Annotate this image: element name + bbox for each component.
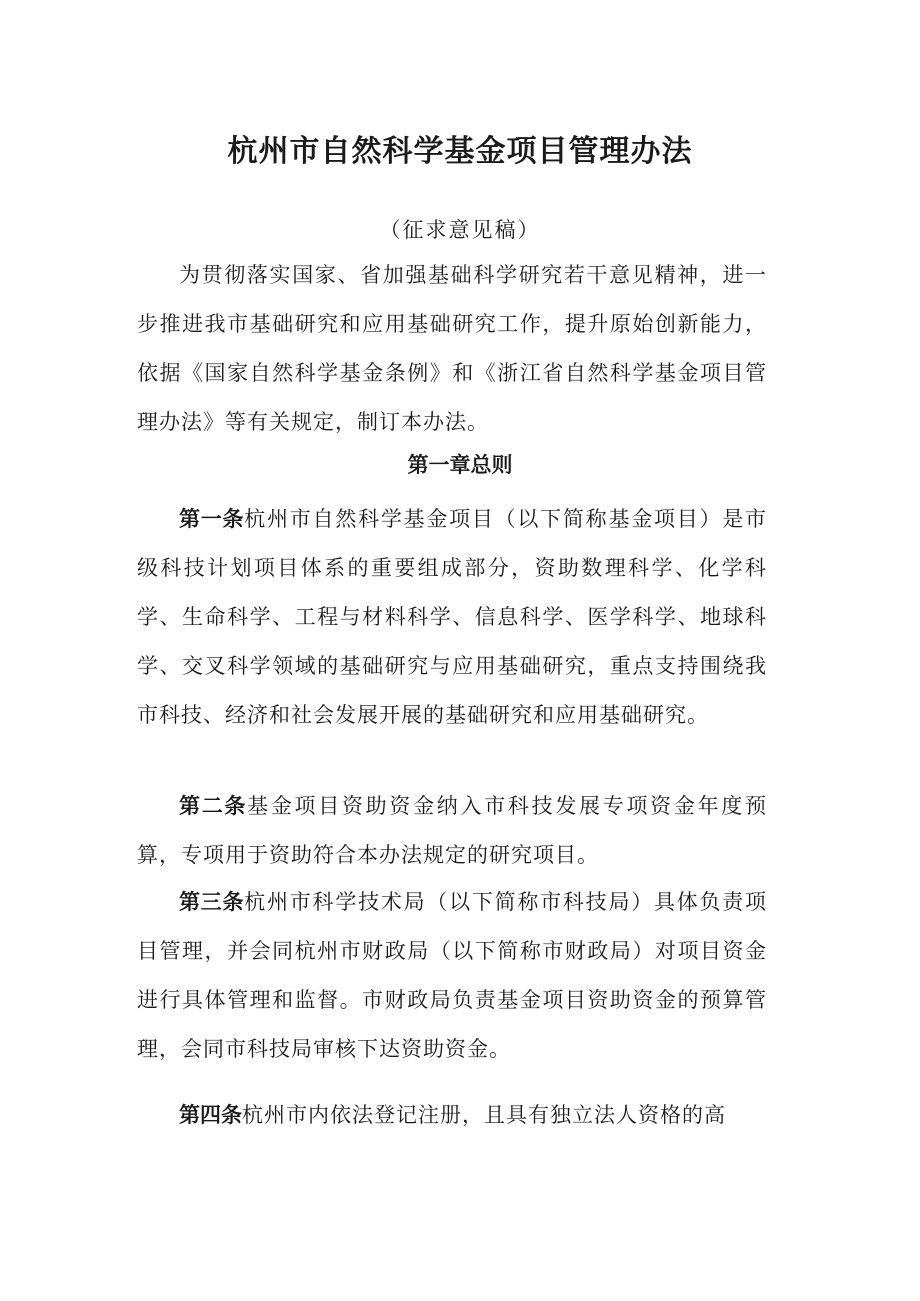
article-3 — [137, 878, 767, 1074]
chapter-heading: 第一章总则 — [407, 453, 513, 477]
article-4 — [137, 1091, 767, 1140]
article-3-text: 杭州市科学技术局（以下简称市科技局）具体负责项目管理，并会同杭州市财政局（以下简称市财政局）对项目资金进行具体管理和监督。市财政局负责基金项目资助资金的预算管理，会同市科技局审核下达资助资金。 — [137, 890, 767, 1061]
article-2-label: 第二条 — [179, 794, 248, 818]
article-2-text: 基金项目资助资金纳入市科技发展专项资金年度预算，专项用于资助符合本办法规定的研究项目。 — [137, 794, 767, 867]
article-1 — [137, 495, 767, 740]
article-3-label: 第三条 — [179, 890, 245, 914]
article-1-text: 杭州市自然科学基金项目（以下简称基金项目）是市级科技计划项目体系的重要组成部分，资助数理科学、化学科学、生命科学、工程与材料科学、信息科学、医学科学、地球科学、交叉科学领域的基础研究与应用基础研究，重点支持围绕我市科技、经济和社会发展开展的基础研究和应用基础研究。 — [137, 507, 767, 727]
article-4-text: 杭州市内依法登记注册，且具有独立法人资格的高 — [242, 1103, 726, 1127]
article-4-label: 第四条 — [179, 1103, 242, 1127]
article-2 — [137, 782, 767, 880]
preamble-paragraph: 为贯彻落实国家、省加强基础科学研究若干意见精神，进一步推进我市基础研究和应用基础研究工作，提升原始创新能力，依据《国家自然科学基金条例》和《浙江省自然科学基金项目管理办法》等有关规定，制订本办法。 — [137, 263, 767, 434]
document-subtitle: （征求意见稿） — [379, 218, 541, 242]
article-1-label: 第一条 — [179, 507, 245, 531]
document-title: 杭州市自然科学基金项目管理办法 — [227, 134, 693, 169]
